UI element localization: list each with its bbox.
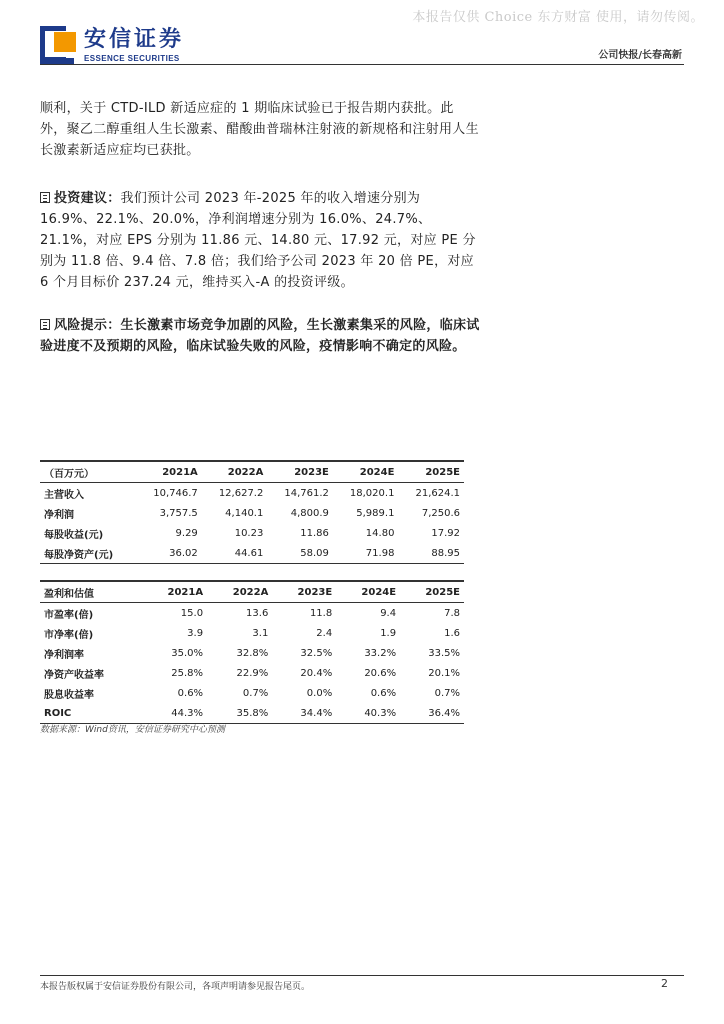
table-cell: 14.80 xyxy=(365,527,395,539)
table-cell: 17.92 xyxy=(431,527,460,539)
table-cell: 20.1% xyxy=(428,667,460,679)
table-cell: 20.4% xyxy=(300,667,333,679)
table-cell: 11.8 xyxy=(309,607,333,619)
financial-summary-table xyxy=(40,460,464,564)
table-header-cell: 2021A xyxy=(142,581,207,603)
risk-warning-text: 风险提示：生长激素市场竞争加剧的风险，生长激素集采的风险，临床试验进度不及预期的风险，临床试验失败的风险，疫情影响不确定的风险。 xyxy=(40,318,480,354)
table-cell: 4,800.9 xyxy=(290,507,329,519)
logo-name-en: ESSENCE SECURITIES xyxy=(84,53,180,63)
table-cell: 13.6 xyxy=(246,607,269,619)
logo-icon xyxy=(40,26,76,64)
table-cell: 88.95 xyxy=(398,543,464,564)
table-header-cell: 2023E xyxy=(272,581,336,603)
table-header-cell: 2024E xyxy=(336,581,400,603)
table-row xyxy=(40,483,464,504)
table-cell: 7.8 xyxy=(444,607,460,619)
data-source-note: 数据来源：Wind资讯，安信证券研究中心预测 xyxy=(40,725,225,735)
paragraph-investment-advice xyxy=(40,188,480,293)
table-cell: 35.0% xyxy=(171,647,204,659)
table-cell: 7,250.6 xyxy=(421,507,460,519)
table-cell: 15.0 xyxy=(180,607,204,619)
row-label: 主营收入 xyxy=(44,489,84,501)
table-cell: 36.02 xyxy=(136,543,202,564)
table-cell: 3,757.5 xyxy=(159,507,198,519)
table-header-cell: 2025E xyxy=(398,461,464,483)
row-label: ROIC xyxy=(40,703,142,724)
table-header-cell: 盈利和估值 xyxy=(40,581,142,603)
row-label: 净利润率 xyxy=(44,649,84,661)
row-label: 每股净资产(元) xyxy=(40,543,136,564)
table-row xyxy=(40,503,464,523)
table-cell: 3.1 xyxy=(252,627,269,639)
paragraph-clinical-progress: 顺利，关于 CTD-ILD 新适应症的 1 期临床试验已于报告期内获批。此外，聚乙二醇重组人生长激素、醋酸曲普瑞林注射液的新规格和注射用人生长激素新适应症均已获批。 xyxy=(40,101,479,158)
table-row xyxy=(40,683,464,703)
table-cell: 9.29 xyxy=(175,527,198,539)
table-cell: 14,761.2 xyxy=(284,487,329,499)
table-cell: 0.0% xyxy=(306,687,333,699)
table-cell: 33.5% xyxy=(428,647,460,659)
table-cell: 35.8% xyxy=(207,703,272,724)
copyright-footer: 本报告版权属于安信证券股份有限公司，各项声明请参见报告尾页。 xyxy=(40,982,311,992)
table-cell: 21,624.1 xyxy=(415,487,460,499)
table-cell: 0.7% xyxy=(434,687,460,699)
table-cell: 9.4 xyxy=(380,607,397,619)
table-row xyxy=(40,523,464,543)
table-header-cell: 2021A xyxy=(136,461,202,483)
row-label: 净利润 xyxy=(44,509,74,521)
table-cell: 1.6 xyxy=(444,627,460,639)
investment-advice-label: 投资建议： xyxy=(54,191,121,206)
table-cell: 1.9 xyxy=(380,627,397,639)
table-header-cell: 2022A xyxy=(207,581,272,603)
table-cell: 25.8% xyxy=(171,667,204,679)
investment-advice-body: 我们预计公司 2023 年-2025 年的收入增速分别为 16.9%、22.1%、20.0%，净利润增速分别为 16.0%、24.7%、21.1%，对应 EPS 分别为 11.86 元、14.80 元、17.92 元，对应 PE 分别为 11.8 倍、9.4 倍、7.8 倍；我们给予公司 2023 年 20 倍 PE，对应 6 个月目标价 237.24 元，维持买入-A 的投资评级。 xyxy=(40,191,476,290)
table-row xyxy=(40,603,464,624)
valuation-table xyxy=(40,580,464,724)
header-divider xyxy=(40,64,684,65)
table-row xyxy=(40,623,464,643)
table-cell: 11.86 xyxy=(300,527,329,539)
row-label: 股息收益率 xyxy=(44,689,94,701)
paragraph-risk-warning xyxy=(40,315,480,357)
table-cell: 12,627.2 xyxy=(218,487,264,499)
table-cell: 10.23 xyxy=(234,527,264,539)
table-cell: 32.5% xyxy=(300,647,333,659)
table-cell: 4,140.1 xyxy=(225,507,264,519)
row-label: 净资产收益率 xyxy=(44,669,104,681)
section-list-icon xyxy=(40,192,50,203)
table-header-cell: 2024E xyxy=(333,461,399,483)
row-label: 市盈率(倍) xyxy=(44,609,94,621)
table-cell: 2.4 xyxy=(316,627,333,639)
table-header-cell: （百万元） xyxy=(40,461,136,483)
table-row xyxy=(40,663,464,683)
table-header-row xyxy=(40,581,464,603)
table-cell: 0.6% xyxy=(370,687,397,699)
report-category: 公司快报/长春高新 xyxy=(598,50,682,61)
table-cell: 3.9 xyxy=(187,627,204,639)
table-cell: 33.2% xyxy=(364,647,397,659)
table-cell: 5,989.1 xyxy=(356,507,395,519)
table-cell: 34.4% xyxy=(272,703,336,724)
table-row xyxy=(40,703,464,724)
table-cell: 36.4% xyxy=(400,703,464,724)
table-header-cell: 2023E xyxy=(267,461,333,483)
table-row xyxy=(40,643,464,663)
section-list-icon xyxy=(40,319,50,330)
table-header-cell: 2022A xyxy=(202,461,268,483)
table-cell: 10,746.7 xyxy=(153,487,198,499)
table-cell: 44.61 xyxy=(202,543,268,564)
table-cell: 18,020.1 xyxy=(349,487,395,499)
table-header-row xyxy=(40,461,464,483)
table-cell: 44.3% xyxy=(142,703,207,724)
table-row xyxy=(40,543,464,564)
company-logo xyxy=(40,26,184,64)
row-label: 每股收益(元) xyxy=(44,529,104,541)
table-cell: 0.6% xyxy=(177,687,204,699)
table-cell: 22.9% xyxy=(236,667,269,679)
table-cell: 32.8% xyxy=(236,647,269,659)
footer-divider xyxy=(40,975,684,976)
table-cell: 40.3% xyxy=(336,703,400,724)
table-cell: 0.7% xyxy=(242,687,269,699)
table-header-cell: 2025E xyxy=(400,581,464,603)
table-cell: 20.6% xyxy=(364,667,397,679)
table-cell: 71.98 xyxy=(333,543,399,564)
page-number: 2 xyxy=(661,977,668,990)
row-label: 市净率(倍) xyxy=(44,629,94,641)
table-cell: 58.09 xyxy=(267,543,333,564)
watermark: 本报告仅供 Choice 东方财富 使用，请勿传阅。 xyxy=(412,10,704,25)
logo-name-cn: 安信证券 xyxy=(84,26,185,52)
